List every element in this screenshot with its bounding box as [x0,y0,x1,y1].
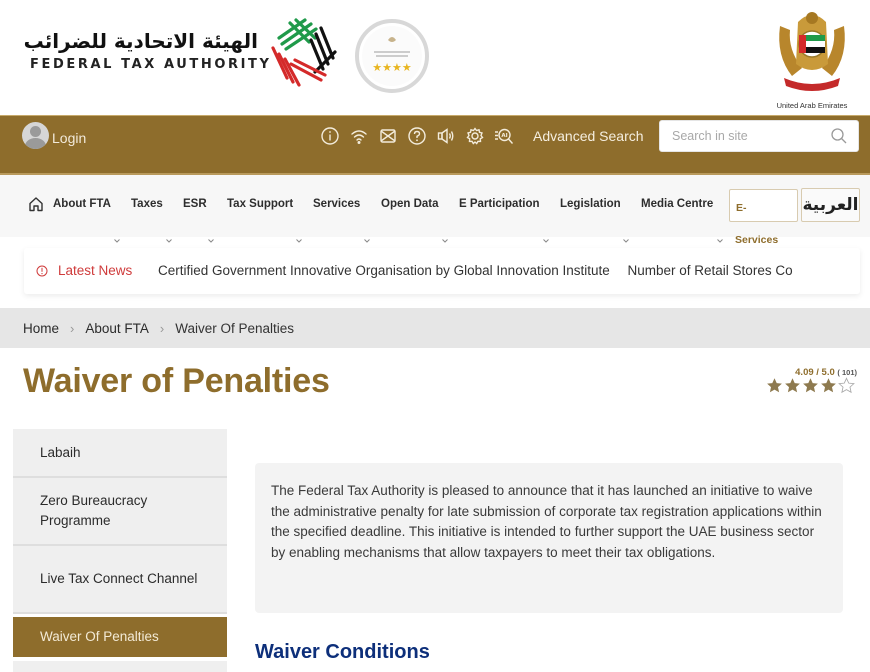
award-ring-icon [352,16,432,96]
nav-item-esr[interactable]: ESR [183,198,207,210]
help-icon[interactable] [407,126,427,146]
breadcrumb-current: Waiver Of Penalties [175,320,295,336]
nav-item-open-data[interactable]: Open Data [381,198,439,210]
accessibility-toolbar [320,126,514,146]
wifi-icon[interactable] [349,126,369,146]
intro-panel [255,463,843,613]
utility-bar [0,115,870,175]
fta-logo-text[interactable] [23,29,272,72]
country-label: United Arab Emirates [776,101,848,110]
intro-paragraph: The Federal Tax Authority is pleased to announce that it has launched an initiative to waive the administrative penalty for late submission of corporate tax registration applications within the specified deadline. This initiative is intended to further support the UAE business sector by enabling mechanisms that allow taxpayers to meet their tax obligations. [271,483,822,560]
alert-info-icon [36,265,48,277]
user-avatar-icon [22,122,49,149]
nav-item-legislation[interactable]: Legislation [560,198,621,210]
breadcrumb-about-fta[interactable]: About FTA [85,320,149,336]
nav-item-services[interactable]: Services [313,198,361,210]
star-empty-icon[interactable] [838,377,855,394]
chevron-down-icon[interactable] [207,237,215,245]
nav-item-tax-support[interactable]: Tax Support [227,198,294,210]
info-icon[interactable] [320,126,340,146]
nav-dropdown-indicators [0,237,870,247]
svg-text:AI: AI [501,133,508,140]
sidebar-menu [13,429,227,672]
sidebar-item-next[interactable] [13,661,227,672]
search-icon[interactable] [830,127,848,145]
eservices-label-overflow[interactable]: Services [735,234,779,246]
language-toggle-button[interactable]: العربية [801,188,860,222]
nav-item-media-centre[interactable]: Media Centre [641,198,714,210]
rating-score: 4.09 / 5.0 [795,367,835,378]
sidebar-item-live-tax-connect[interactable]: Live Tax Connect Channel [13,546,227,614]
latest-news-ticker [24,248,860,294]
news-item[interactable]: Number of Retail Stores Co [627,263,793,278]
chevron-down-icon[interactable] [542,237,550,245]
main-navigation [0,175,870,237]
rating-stars [766,377,855,394]
chevron-down-icon[interactable] [295,237,303,245]
page-title: Waiver of Penalties [23,362,330,400]
uae-emblem[interactable] [772,6,852,110]
fta-name-arabic: الهيئة الاتحادية للضرائب [23,29,258,53]
chevron-down-icon[interactable] [441,237,449,245]
advanced-search-link[interactable]: Advanced Search [533,128,644,144]
sidebar-item-waiver-of-penalties[interactable]: Waiver Of Penalties [13,617,227,657]
chevron-down-icon[interactable] [363,237,371,245]
nav-item-e-participation[interactable]: E Participation [459,198,540,210]
government-award-badge [352,16,432,96]
chevron-down-icon[interactable] [622,237,630,245]
star-filled-icon[interactable] [784,377,801,394]
sidebar-item-labaih[interactable]: Labaih [13,429,227,478]
section-heading-waiver-conditions: Waiver Conditions [255,641,430,663]
mail-icon[interactable] [378,126,398,146]
fta-emblem-icon[interactable] [265,14,341,90]
star-filled-icon[interactable] [766,377,783,394]
star-filled-icon[interactable] [802,377,819,394]
news-item[interactable]: Certified Government Innovative Organisation by Global Innovation Institute [158,263,610,278]
search-input[interactable] [660,121,820,151]
chevron-down-icon[interactable] [113,237,121,245]
breadcrumb-home[interactable]: Home [23,320,60,336]
login-label: Login [52,129,87,146]
latest-news-label: Latest News [58,263,133,278]
chevron-down-icon[interactable] [165,237,173,245]
fta-name-english: FEDERAL TAX AUTHORITY [30,57,272,72]
star-filled-icon[interactable] [820,377,837,394]
sidebar-item-zero-bureaucracy[interactable]: Zero Bureaucracy Programme [13,478,227,546]
site-search [659,120,859,152]
home-icon[interactable] [28,196,44,212]
eservices-button[interactable]: E- [729,189,798,222]
svg-text:★★★★: ★★★★ [372,61,412,74]
login-button[interactable] [22,122,86,149]
nav-item-taxes[interactable]: Taxes [131,198,163,210]
speaker-icon[interactable] [436,126,456,146]
chevron-right-icon: › [159,320,165,336]
breadcrumb [0,308,870,348]
logo-header [0,0,870,115]
chevron-right-icon: › [70,320,75,336]
ai-search-icon[interactable] [494,126,514,146]
settings-icon[interactable] [465,126,485,146]
news-items [158,263,807,278]
rating-count: ( 101) [837,368,857,377]
uae-falcon-emblem-icon [772,6,852,98]
nav-item-about-fta[interactable]: About FTA [53,198,111,210]
chevron-down-icon[interactable] [716,237,724,245]
